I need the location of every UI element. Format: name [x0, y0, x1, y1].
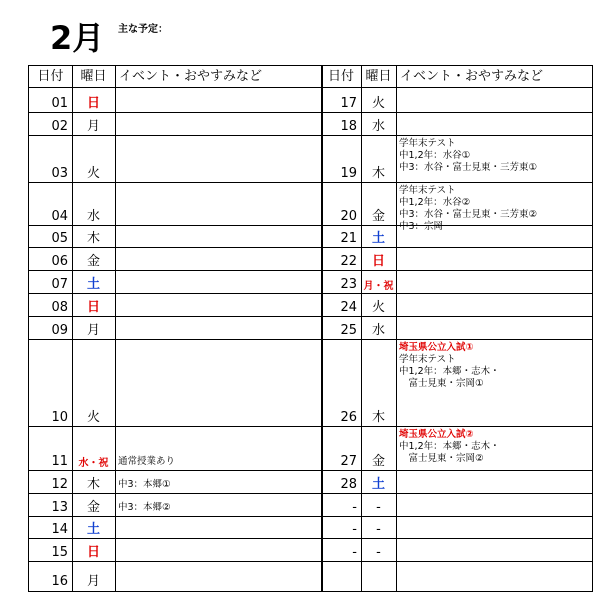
header-day-left: 曜日	[80, 69, 107, 84]
event-text: 中3：水谷・富士見東・三芳東②	[399, 209, 538, 220]
right-weekday-cell: 金	[371, 454, 385, 469]
right-date-cell: 23	[340, 277, 357, 292]
left-date-cell: 08	[51, 300, 68, 315]
right-date-cell: 17	[340, 96, 357, 111]
left-date-cell: 12	[51, 477, 68, 492]
right-date-cell: -	[352, 522, 357, 537]
right-event-cell	[396, 138, 594, 174]
left-weekday-cell: 火	[86, 166, 100, 181]
event-text: 富士見東・宗岡①	[399, 378, 484, 389]
left-date-cell: 15	[51, 545, 68, 560]
right-date-cell: -	[352, 500, 357, 515]
right-weekday-cell: 日	[371, 254, 385, 269]
left-weekday-cell: 月	[86, 574, 100, 589]
right-date-cell: 21	[340, 231, 357, 246]
event-text: 学年末テスト	[399, 138, 456, 149]
right-weekday-cell: 土	[371, 477, 385, 492]
notes-label: 主な予定：	[118, 24, 168, 35]
header-date-right: 日付	[327, 69, 354, 84]
exam-highlight: 埼玉県公立入試②	[399, 429, 474, 440]
event-text: 中3：本郷②	[118, 502, 171, 513]
right-event-cell	[396, 342, 594, 390]
left-date-cell: 10	[51, 410, 68, 425]
right-event-cell	[396, 185, 594, 233]
left-date-cell: 03	[51, 166, 68, 181]
event-text: 中3：水谷・富士見東・三芳東①	[399, 162, 538, 173]
event-text: 中3：宗岡	[399, 221, 444, 232]
right-event-cell	[396, 429, 594, 465]
left-date-cell: 07	[51, 277, 68, 292]
right-date-cell: 26	[340, 410, 357, 425]
event-text: 富士見東・宗岡②	[399, 453, 484, 464]
right-date-cell: 25	[340, 323, 357, 338]
right-date-cell: 27	[340, 454, 357, 469]
left-date-cell: 04	[51, 209, 68, 224]
calendar-table	[28, 65, 593, 592]
right-weekday-cell: -	[376, 545, 381, 560]
left-weekday-cell: 水	[86, 209, 100, 224]
left-weekday-cell: 木	[86, 231, 100, 246]
event-text: 中3：本郷①	[118, 479, 171, 490]
header-date-left: 日付	[37, 69, 64, 84]
left-weekday-cell: 金	[86, 500, 100, 515]
right-weekday-cell: 火	[371, 300, 385, 315]
event-text: 中1,2年：水谷②	[399, 197, 471, 208]
header-day-right: 曜日	[365, 69, 392, 84]
left-weekday-cell: 土	[86, 277, 100, 292]
left-weekday-cell: 日	[86, 300, 100, 315]
left-weekday-cell: 火	[86, 410, 100, 425]
left-weekday-cell: 木	[86, 477, 100, 492]
right-weekday-cell	[361, 562, 396, 591]
right-date-cell	[321, 562, 361, 591]
event-text: 学年末テスト	[399, 354, 456, 365]
right-date-cell: -	[352, 545, 357, 560]
event-text: 学年末テスト	[399, 185, 456, 196]
right-weekday-cell: 土	[371, 231, 385, 246]
event-text: 中1,2年：水谷①	[399, 150, 471, 161]
right-date-cell: 20	[340, 209, 357, 224]
right-date-cell: 24	[340, 300, 357, 315]
left-weekday-cell: 日	[86, 545, 100, 560]
right-date-cell: 28	[340, 477, 357, 492]
left-weekday-cell: 日	[86, 96, 100, 111]
event-text: 中1,2年：本郷・志木・	[399, 441, 500, 452]
right-weekday-cell: 金	[371, 209, 385, 224]
left-date-cell: 06	[51, 254, 68, 269]
left-date-cell: 05	[51, 231, 68, 246]
left-date-cell: 14	[51, 522, 68, 537]
right-weekday-cell: 月・祝	[363, 281, 394, 292]
right-date-cell: 18	[340, 119, 357, 134]
left-weekday-cell: 月	[86, 323, 100, 338]
right-weekday-cell: -	[376, 500, 381, 515]
right-weekday-cell: 水	[371, 323, 385, 338]
left-event-cell	[115, 502, 321, 514]
left-date-cell: 09	[51, 323, 68, 338]
left-date-cell: 02	[51, 119, 68, 134]
right-date-cell: 22	[340, 254, 357, 269]
right-weekday-cell: 木	[371, 410, 385, 425]
month-title: 2月	[50, 19, 105, 57]
right-weekday-cell: 水	[371, 119, 385, 134]
event-text: 中1,2年：本郷・志木・	[399, 366, 500, 377]
left-date-cell: 13	[51, 500, 68, 515]
left-weekday-cell: 土	[86, 522, 100, 537]
left-event-cell	[115, 479, 321, 491]
right-weekday-cell: 木	[371, 166, 385, 181]
header-event-left: イベント・おやすみなど	[119, 69, 263, 84]
left-date-cell: 01	[51, 96, 68, 111]
event-text: 通常授業あり	[118, 456, 176, 467]
header-event-right: イベント・おやすみなど	[400, 69, 544, 84]
left-event-cell	[115, 456, 321, 468]
right-weekday-cell: 火	[371, 96, 385, 111]
left-date-cell: 11	[51, 454, 68, 469]
left-date-cell: 16	[51, 574, 68, 589]
right-weekday-cell: -	[376, 522, 381, 537]
left-weekday-cell: 月	[86, 119, 100, 134]
left-weekday-cell: 水・祝	[78, 458, 109, 469]
exam-highlight: 埼玉県公立入試①	[399, 342, 474, 353]
right-date-cell: 19	[340, 166, 357, 181]
left-weekday-cell: 金	[86, 254, 100, 269]
